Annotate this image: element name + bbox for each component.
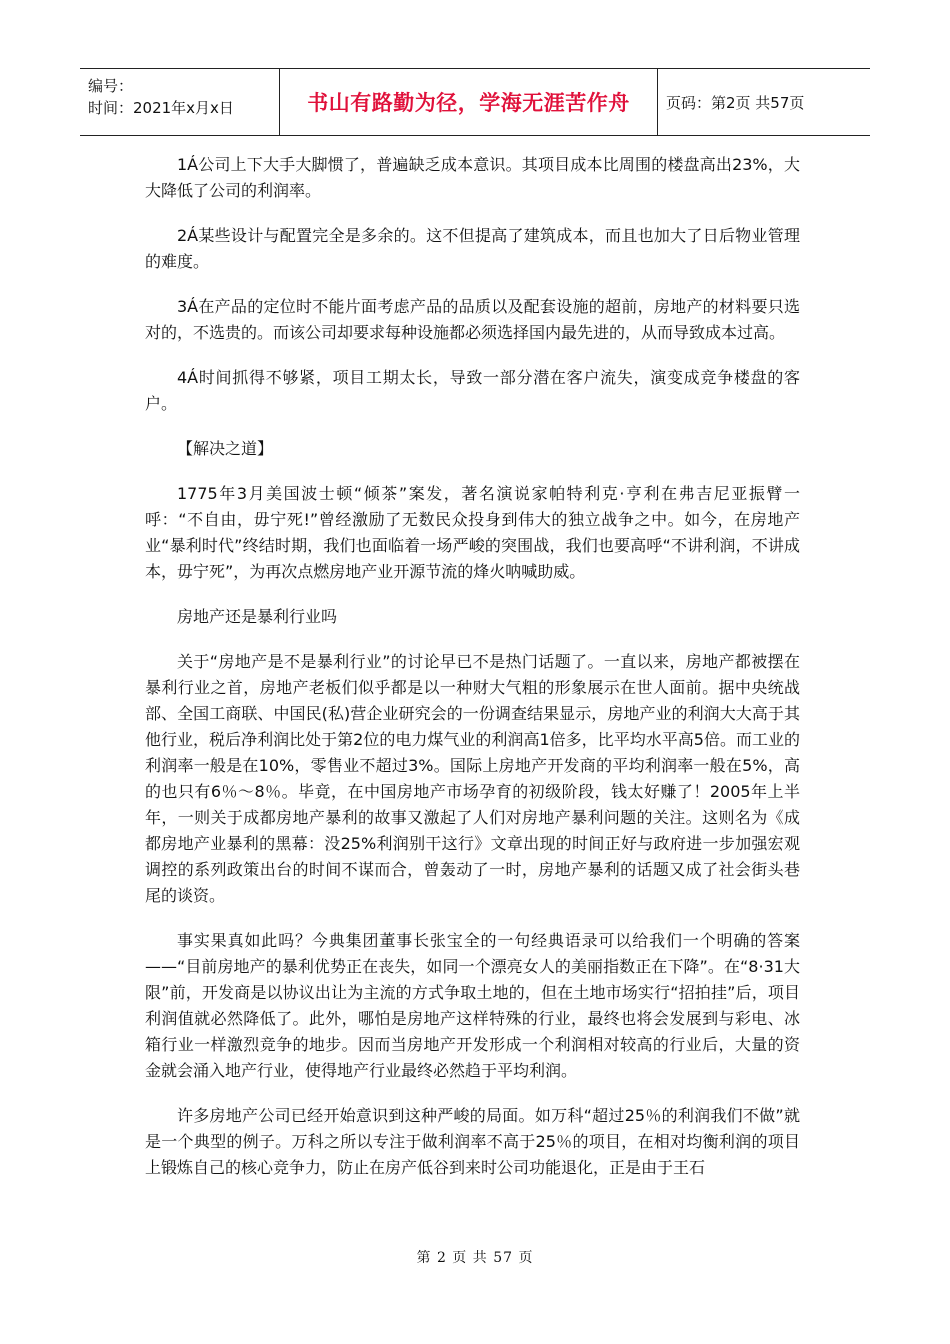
paragraph: 3Á在产品的定位时不能片面考虑产品的品质以及配套设施的超前，房地产的材料要只选对的，不选贵的。而该公司却要求每种设施都必须选择国内最先进的，从而导致成本过高。 <box>145 297 800 342</box>
paragraph: 1775年3月美国波士顿“倾茶”案发，著名演说家帕特利克·亨利在弗吉尼亚振臂一呼：“不自由，毋宁死!”曾经激励了无数民众投身到伟大的独立战争之中。如今，在房地产业“暴利时代”终结时期，我们也面临着一场严峻的突围战，我们也要高呼“不讲利润，不讲成本，毋宁死”，为再次点燃房地产业开源节流的烽火呐喊助威。 <box>145 484 800 581</box>
paragraph: 2Á某些设计与配置完全是多余的。这不但提高了建筑成本，而且也加大了日后物业管理的难度。 <box>145 226 800 271</box>
time-label: 时间：2021年x月x日 <box>88 99 234 117</box>
paragraph: 1Á公司上下大手大脚惯了，普遍缺乏成本意识。其项目成本比周围的楼盘高出23%，大大降低了公司的利润率。 <box>145 155 800 200</box>
number-label: 编号： <box>88 77 134 95</box>
header-meta <box>80 69 280 135</box>
header-page-info: 页码：第2页 共57页 <box>666 93 805 112</box>
paragraph: 事实果真如此吗？今典集团董事长张宝全的一句经典语录可以给我们一个明确的答案——“目前房地产的暴利优势正在丧失，如同一个漂亮女人的美丽指数正在下降”。在“8·31大限”前，开发商是以协议出让为主流的方式争取土地的，但在土地市场实行“招拍挂”后，项目利润值就必然降低了。此外，哪怕是房地产这样特殊的行业，最终也将会发展到与彩电、冰箱行业一样激烈竞争的地步。因而当房地产开发形成一个利润相对较高的行业后，大量的资金就会涌入地产行业，使得地产行业最终必然趋于平均利润。 <box>145 931 800 1080</box>
header-motto: 书山有路勤为径，学海无涯苦作舟 <box>280 69 658 135</box>
document-body <box>145 152 800 1200</box>
page-header <box>80 68 870 136</box>
page-footer: 第 2 页 共 57 页 <box>416 1250 534 1266</box>
paragraph: 关于“房地产是不是暴利行业”的讨论早已不是热门话题了。一直以来，房地产都被摆在暴利行业之首，房地产老板们似乎都是以一种财大气粗的形象展示在世人面前。据中央统战部、全国工商联、中国民(私)营企业研究会的一份调查结果显示，房地产业的利润大大高于其他行业，税后净利润比处于第2位的电力煤气业的利润高1倍多，比平均水平高5倍。而工业的利润率一般是在10%，零售业不超过3%。国际上房地产开发商的平均利润率一般在5%，高的也只有6％～8％。毕竟，在中国房地产市场孕育的初级阶段，钱太好赚了！2005年上半年，一则关于成都房地产暴利的故事又激起了人们对房地产暴利问题的关注。这则名为《成都房地产业暴利的黑幕：没25%利润别干这行》文章出现的时间正好与政府进一步加强宏观调控的系列政策出台的时间不谋而合，曾轰动了一时，房地产暴利的话题又成了社会街头巷尾的谈资。 <box>145 652 800 905</box>
subheading: 房地产还是暴利行业吗 <box>177 607 338 626</box>
paragraph: 许多房地产公司已经开始意识到这种严峻的局面。如万科“超过25％的利润我们不做”就是一个典型的例子。万科之所以专注于做利润率不高于25％的项目，在相对均衡利润的项目上锻炼自己的核心竞争力，防止在房产低谷到来时公司功能退化，正是由于王石 <box>145 1106 800 1177</box>
paragraph: 4Á时间抓得不够紧，项目工期太长，导致一部分潜在客户流失，演变成竞争楼盘的客户。 <box>145 368 800 413</box>
section-heading: 【解决之道】 <box>177 439 274 458</box>
